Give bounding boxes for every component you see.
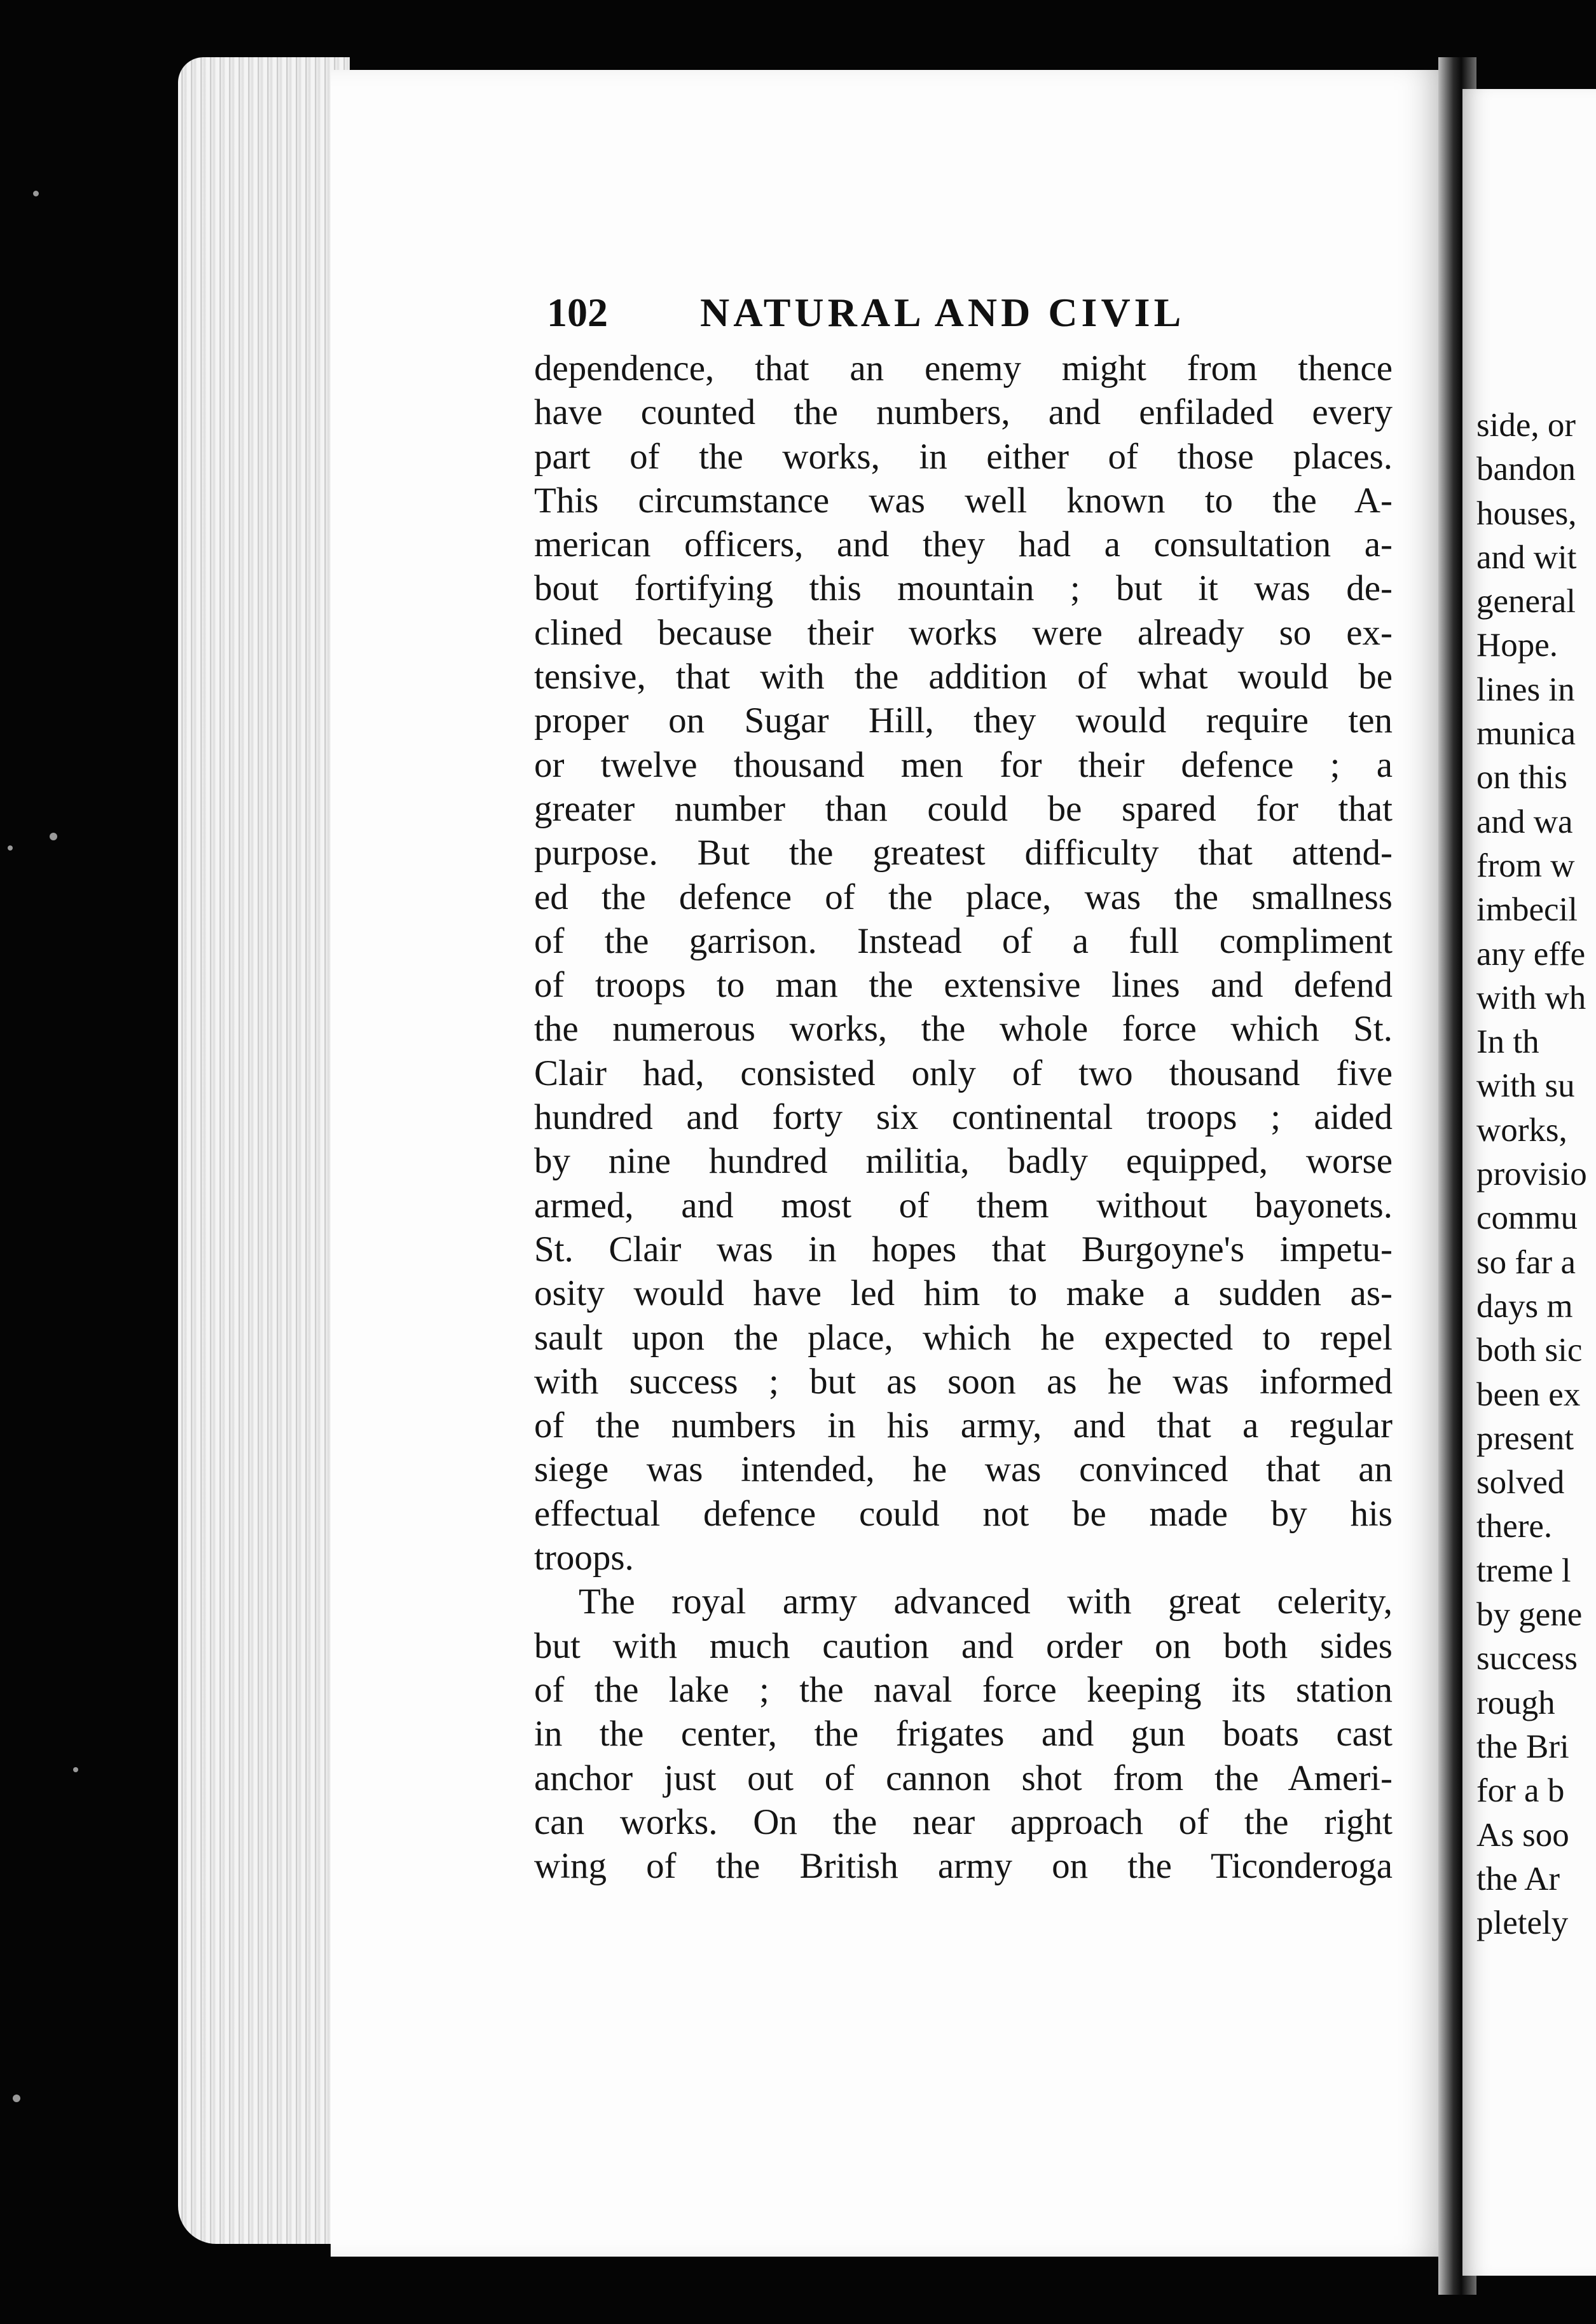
dust-speck: [50, 833, 57, 840]
text-line: merican officers, and they had a consultation a-: [534, 524, 1393, 565]
text-line: can works. On the near approach of the right: [534, 1801, 1393, 1842]
text-line: but with much caution and order on both sides: [534, 1625, 1393, 1666]
text-line: effectual defence could not be made by his: [534, 1493, 1393, 1534]
text-line: with su: [1476, 1067, 1575, 1105]
text-line: Clair had, consisted only of two thousand five: [534, 1053, 1393, 1093]
text-line: sault upon the place, which he expected to repel: [534, 1317, 1393, 1358]
text-line: purpose. But the greatest difficulty that attend-: [534, 833, 1393, 873]
text-line: lines in: [1476, 671, 1575, 708]
text-line: commu: [1476, 1200, 1578, 1237]
text-line: of the numbers in his army, and that a regular: [534, 1405, 1393, 1446]
text-line: there.: [1476, 1508, 1553, 1545]
text-line: rough: [1476, 1684, 1555, 1721]
right-page-text: [1476, 404, 1596, 1945]
text-line: St. Clair was in hopes that Burgoyne's impetu-: [534, 1229, 1393, 1269]
text-line: with success ; but as soon as he was informed: [534, 1361, 1393, 1402]
text-line: the Ar: [1476, 1860, 1560, 1897]
text-line: by gene: [1476, 1596, 1583, 1634]
text-line: days m: [1476, 1287, 1573, 1325]
text-line: provisio: [1476, 1156, 1587, 1193]
text-line: side, or: [1476, 407, 1576, 444]
dust-speck: [73, 1767, 78, 1772]
text-line: solved: [1476, 1464, 1565, 1501]
text-line: in the center, the frigates and gun boats cast: [534, 1714, 1393, 1754]
dust-speck: [33, 191, 39, 196]
text-line: of troops to man the extensive lines and defend: [534, 965, 1393, 1006]
text-line: have counted the numbers, and enfiladed every: [534, 392, 1393, 433]
text-line: hundred and forty six continental troops ; aided: [534, 1097, 1393, 1138]
text-line: general: [1476, 583, 1576, 620]
text-line: houses,: [1476, 495, 1577, 532]
left-page-text: [534, 346, 1393, 1888]
text-line: both sic: [1476, 1332, 1583, 1369]
text-line: munica: [1476, 715, 1576, 753]
text-line: success: [1476, 1640, 1578, 1678]
text-line: bout fortifying this mountain ; but it was de-: [534, 568, 1393, 609]
text-line: This circumstance was well known to the A-: [534, 480, 1393, 521]
text-line: Hope.: [1476, 627, 1558, 664]
text-line: proper on Sugar Hill, they would require ten: [534, 701, 1393, 741]
text-line: or twelve thousand men for their defence ; a: [534, 744, 1393, 785]
dust-speck: [8, 845, 13, 851]
text-line: bandon: [1476, 451, 1576, 488]
text-line: of the garrison. Instead of a full compliment: [534, 920, 1393, 961]
text-line: been ex: [1476, 1376, 1581, 1413]
text-line: siege was intended, he was convinced that an: [534, 1449, 1393, 1490]
text-line: for a b: [1476, 1772, 1565, 1810]
text-line: any effe: [1476, 935, 1586, 973]
text-line: and wit: [1476, 538, 1577, 576]
text-line: the numerous works, the whole force which St.: [534, 1009, 1393, 1049]
text-line: As soo: [1476, 1816, 1569, 1854]
text-line: armed, and most of them without bayonets.: [534, 1185, 1393, 1226]
text-line: present: [1476, 1419, 1574, 1457]
text-line: wing of the British army on the Ticonderoga: [534, 1846, 1393, 1887]
text-line: imbecil: [1476, 891, 1578, 929]
text-line: so far a: [1476, 1243, 1576, 1281]
text-line: on this: [1476, 759, 1567, 796]
text-line: dependence, that an enemy might from thence: [534, 348, 1393, 388]
text-line: of the lake ; the naval force keeping its station: [534, 1669, 1393, 1710]
text-line: clined because their works were already so ex-: [534, 612, 1393, 653]
page-edges: [178, 57, 350, 2244]
text-line: and wa: [1476, 803, 1573, 840]
text-line: with wh: [1476, 979, 1586, 1016]
text-line: In th: [1476, 1023, 1539, 1061]
text-line: greater number than could be spared for that: [534, 788, 1393, 829]
text-line: anchor just out of cannon shot from the Ameri-: [534, 1758, 1393, 1798]
text-line: from w: [1476, 847, 1575, 884]
text-line: ed the defence of the place, was the smallness: [534, 877, 1393, 917]
text-line: the Bri: [1476, 1728, 1569, 1765]
page-number: 102: [547, 290, 608, 335]
text-line: works,: [1476, 1111, 1567, 1149]
running-title: NATURAL AND CIVIL: [700, 290, 1185, 335]
text-line: treme l: [1476, 1552, 1571, 1589]
text-line: osity would have led him to make a sudden as-: [534, 1273, 1393, 1314]
text-line: by nine hundred militia, badly equipped, worse: [534, 1141, 1393, 1182]
text-line: troops.: [534, 1538, 634, 1578]
text-line: part of the works, in either of those places.: [534, 436, 1393, 477]
page-header: [547, 289, 1240, 346]
text-line: pletely: [1476, 1904, 1569, 1942]
dust-speck: [13, 2095, 20, 2102]
text-line: tensive, that with the addition of what would be: [534, 657, 1393, 697]
text-line: The royal army advanced with great celerity,: [579, 1582, 1393, 1622]
